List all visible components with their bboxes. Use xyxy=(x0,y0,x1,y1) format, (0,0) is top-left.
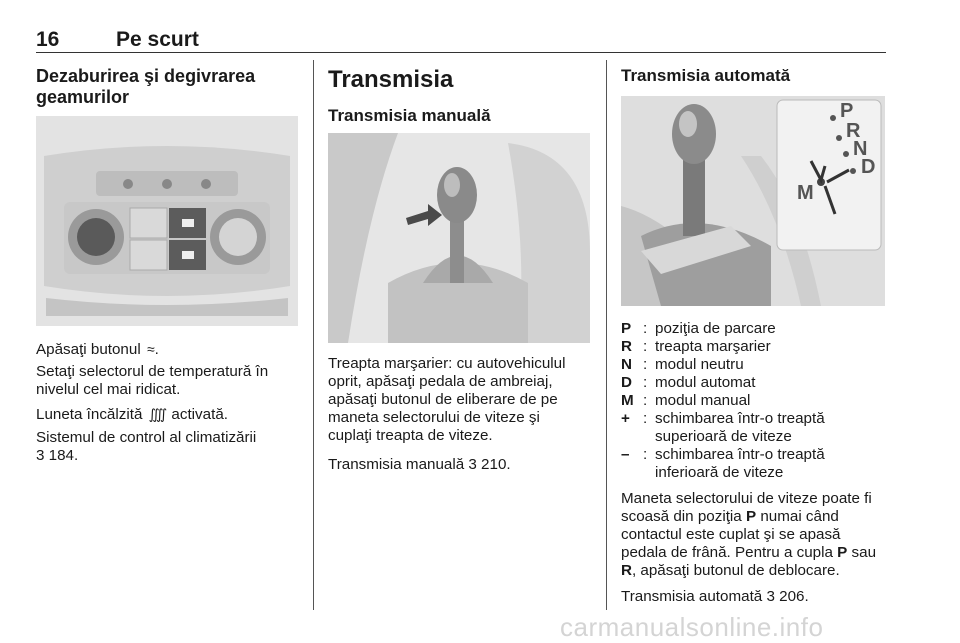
defrost-paragraph-3: Luneta încălzită ⨌ activată. xyxy=(36,406,228,423)
page-number: 16 xyxy=(36,28,60,51)
defrost-paragraph-2: Setaţi selectorul de temperatură în nivelul cel mai ridicat. xyxy=(36,363,269,398)
manual-transmission-subtitle: Transmisia manuală xyxy=(328,106,491,125)
list-item: R : treapta marşarier xyxy=(621,338,771,355)
list-item: – : schimbarea într-o treaptă inferioară de viteze xyxy=(621,446,825,481)
defrost-paragraph-1: Apăsaţi butonul ≈. xyxy=(36,341,159,358)
column-divider xyxy=(606,60,607,610)
shift-label-d: D xyxy=(861,156,876,178)
automatic-transmission-paragraph-1: Maneta selectorului de viteze poate fi scoasă din poziţia P numai când contactul este cuplat şi se apasă pedala de frână. Pentru a cupla P sau R, apăsaţi butonul de deblocare. xyxy=(621,490,877,579)
defrost-paragraph-4: Sistemul de control al climatizării 3 184. xyxy=(36,429,306,465)
transmission-title: Transmisia xyxy=(328,66,454,93)
list-item: + : schimbarea într-o treaptă superioară de viteze xyxy=(621,410,825,445)
automatic-transmission-subtitle: Transmisia automată xyxy=(621,66,791,85)
automatic-transmission-reference[interactable]: Transmisia automată 3 206. xyxy=(621,588,809,605)
manual-transmission-paragraph-1: Treapta marşarier: cu autovehiculul oprit, apăsaţi pedala de ambreiaj, apăsaţi butonul de eliberare de pe maneta selectorului de viteze şi cuplaţi treapta de viteze. xyxy=(328,355,566,444)
shift-label-p: P xyxy=(840,100,854,122)
rear-window-heating-icon: ⨌ xyxy=(148,406,168,422)
climate-control-figure xyxy=(36,116,298,326)
list-item: M : modul manual xyxy=(621,392,751,409)
list-item: P : poziţia de parcare xyxy=(621,320,776,337)
header-rule xyxy=(36,52,886,53)
shift-label-r: R xyxy=(846,120,861,142)
shift-label-n: N xyxy=(853,138,868,160)
page-reference-link[interactable]: 3 184. xyxy=(36,447,79,464)
shift-label-m: M xyxy=(797,182,814,204)
defrost-heading: Dezaburirea şi degivrarea geamurilor xyxy=(36,66,256,107)
defrost-windscreen-icon: ≈ xyxy=(146,341,155,357)
automatic-gearshift-figure xyxy=(621,96,885,306)
watermark: carmanualsonline.info xyxy=(560,612,824,642)
gear-position-list xyxy=(621,320,889,482)
list-item: D : modul automat xyxy=(621,374,756,391)
manual-transmission-reference[interactable]: Transmisia manuală 3 210. xyxy=(328,456,511,473)
section-title: Pe scurt xyxy=(116,28,199,51)
list-item: N : modul neutru xyxy=(621,356,744,373)
manual-gearshift-figure xyxy=(328,133,590,343)
column-divider xyxy=(313,60,314,610)
